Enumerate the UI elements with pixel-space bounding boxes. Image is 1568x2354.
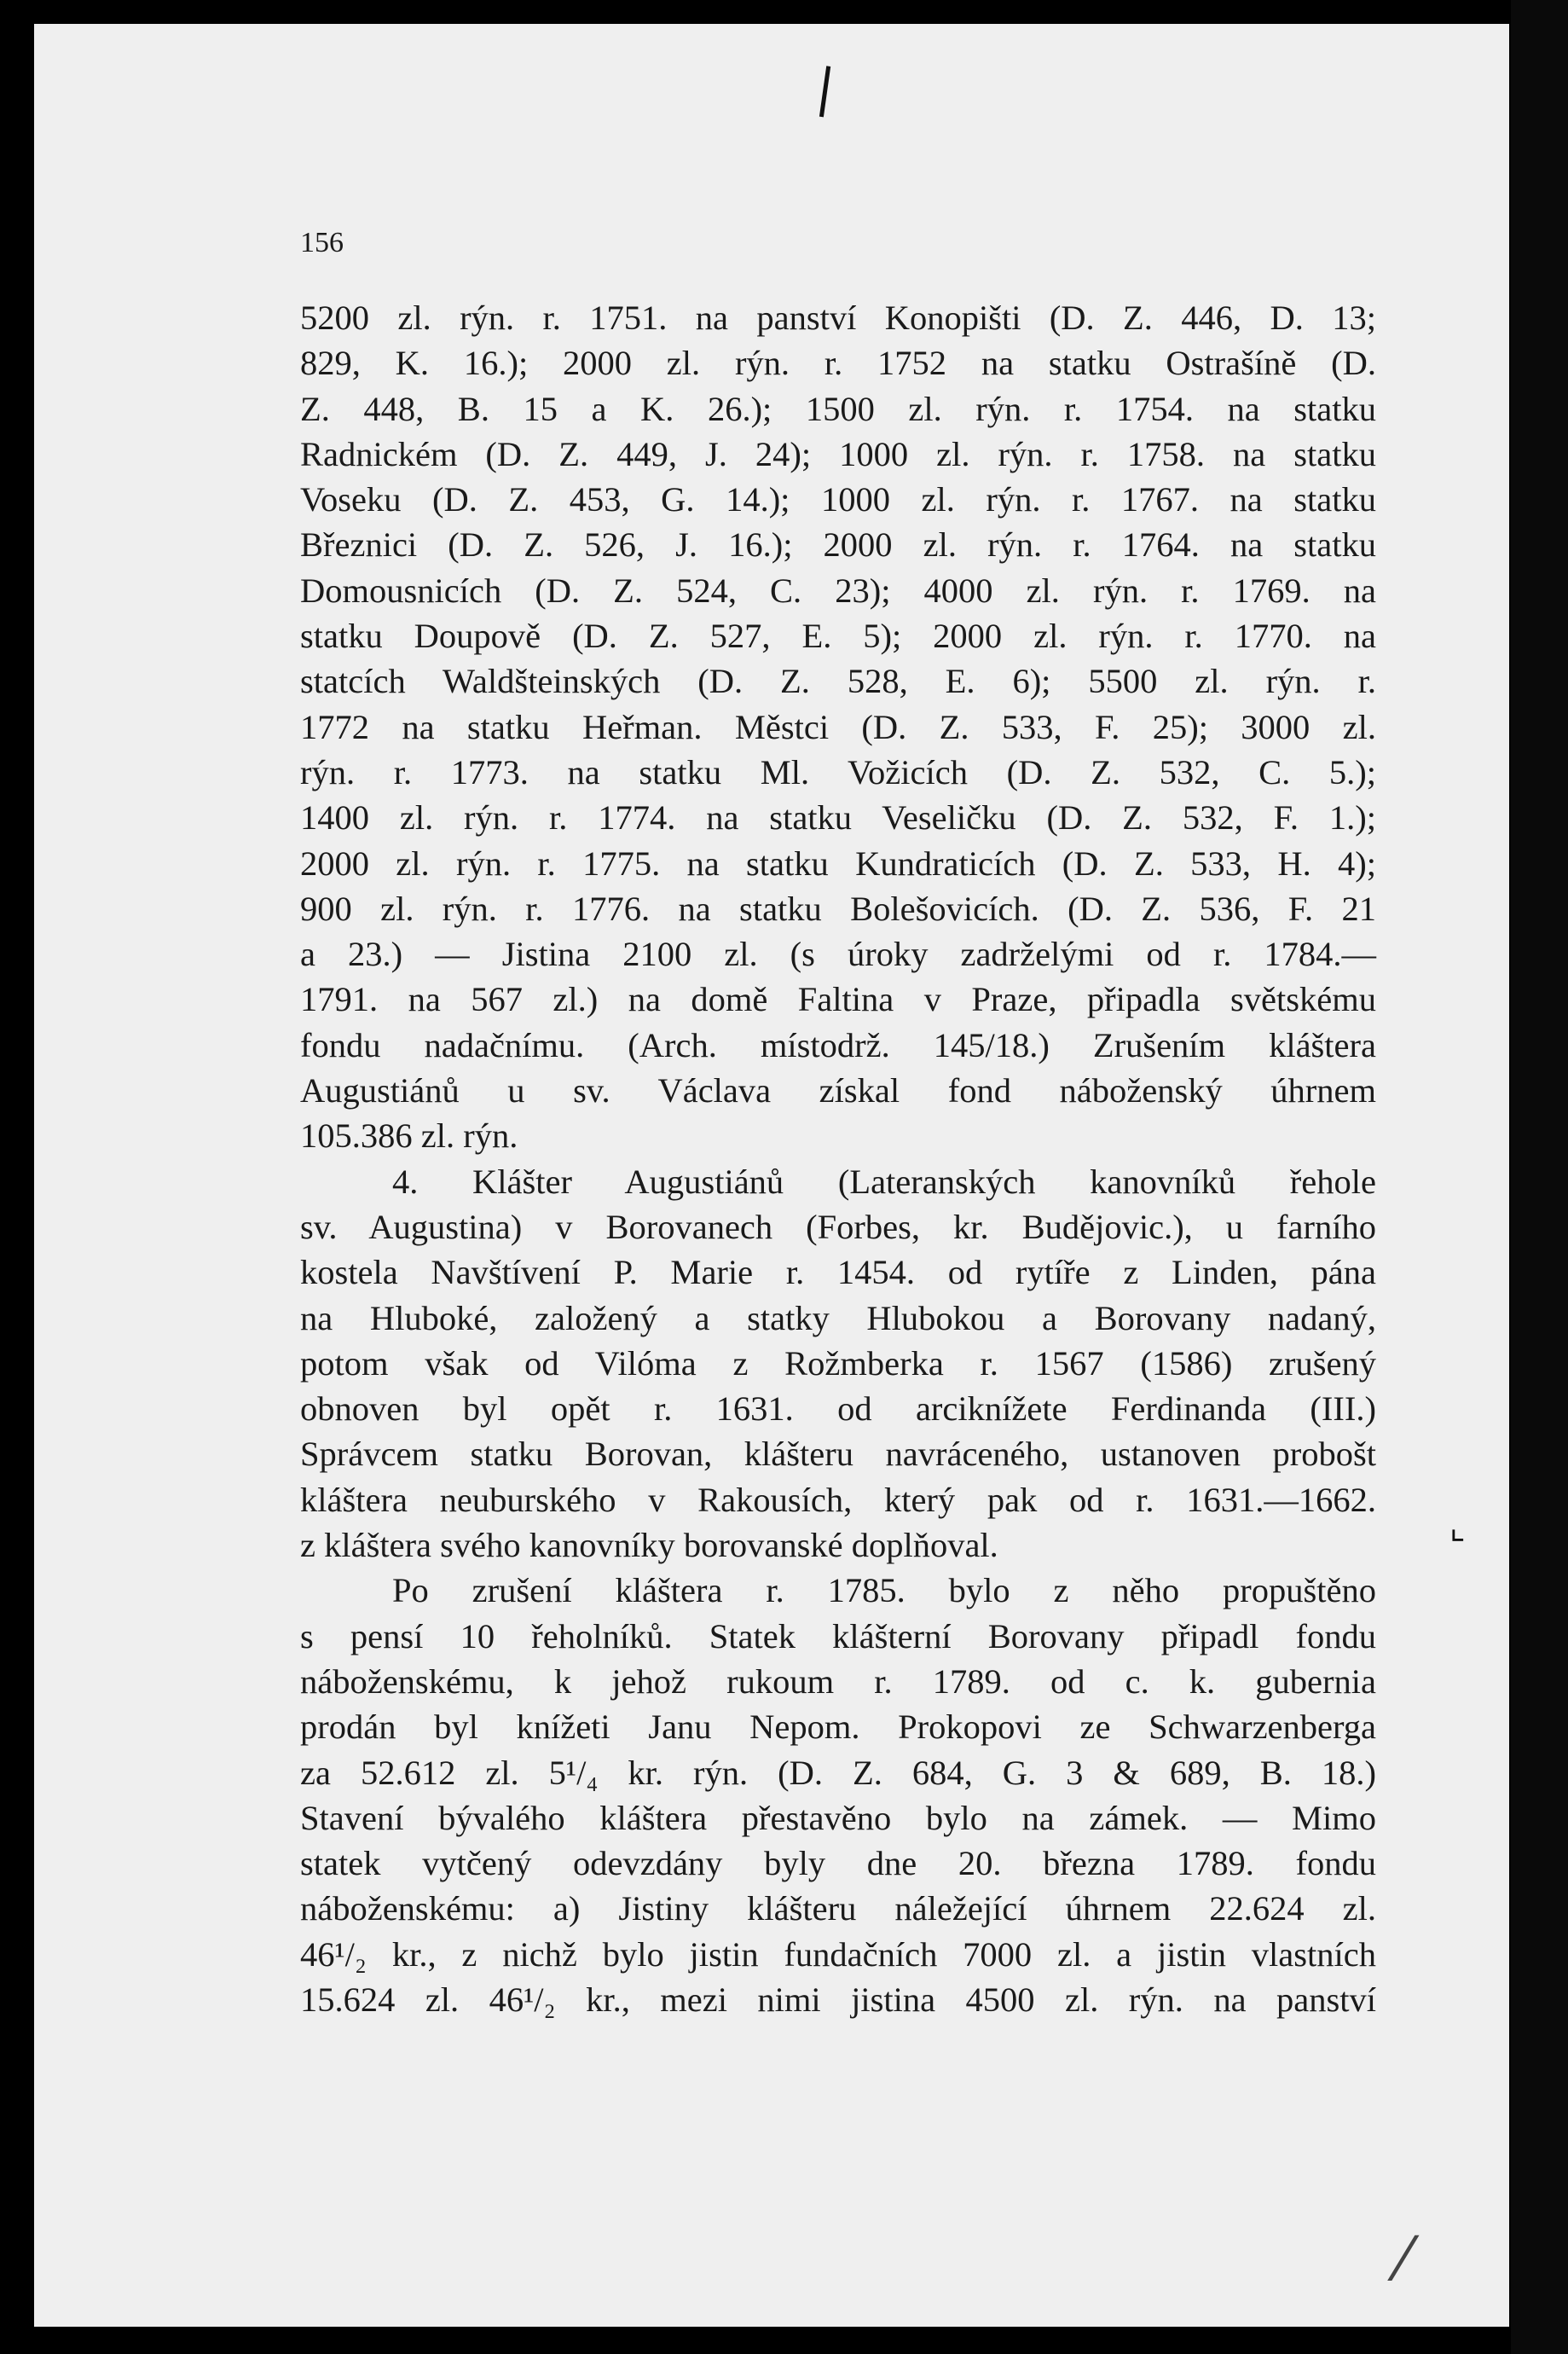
text-line: 1400 zl. rýn. r. 1774. na statku Veseličku (D. Z. 532, F. 1.); bbox=[300, 798, 1376, 838]
text-line: 4. Klášter Augustiánů (Lateranských kanovníků řehole bbox=[392, 1162, 1376, 1201]
ink-mark-bottom: ⁄ bbox=[1398, 2224, 1409, 2294]
text-line: statek vytčený odevzdány byly dne 20. března 1789. fondu bbox=[300, 1844, 1376, 1883]
text-line: rýn. r. 1773. na statku Ml. Vožicích (D. Z. 532, C. 5.); bbox=[300, 752, 1376, 791]
text-line: kláštera neuburského v Rakousích, který pak od r. 1631.—1662. bbox=[300, 1480, 1376, 1519]
text-line: fondu nadačnímu. (Arch. místodrž. 145/18.) Zrušením kláštera bbox=[300, 1025, 1376, 1064]
text-line: Voseku (D. Z. 453, G. 14.); 1000 zl. rýn. r. 1767. na statku bbox=[300, 480, 1376, 519]
scanned-page bbox=[34, 24, 1509, 2327]
ink-mark-top: ❘ bbox=[800, 55, 851, 121]
text-line: Správcem statku Borovan, klášteru navráceného, ustanoven probošt bbox=[300, 1435, 1376, 1474]
text-line: Stavení bývalého kláštera přestavěno bylo na zámek. — Mimo bbox=[300, 1798, 1376, 1837]
scan-border bbox=[1511, 0, 1568, 2354]
text-line: 46¹/₂ kr., z nichž bylo jistin fundačních 7000 zl. a jistin vlastních bbox=[300, 1934, 1376, 1974]
text-line: Po zrušení kláštera r. 1785. bylo z něho propuštěno bbox=[392, 1571, 1376, 1610]
text-line: Domousnicích (D. Z. 524, C. 23); 4000 zl. rýn. r. 1769. na bbox=[300, 571, 1376, 610]
text-line: s pensí 10 řeholníků. Statek klášterní Borovany připadl fondu bbox=[300, 1616, 1376, 1655]
text-line: 1772 na statku Heřman. Městci (D. Z. 533, F. 25); 3000 zl. bbox=[300, 707, 1376, 746]
text-line: 15.624 zl. 46¹/₂ kr., mezi nimi jistina 4500 zl. rýn. na panství bbox=[300, 1980, 1376, 2019]
page-number: 156 bbox=[300, 227, 344, 258]
text-line: 829, K. 16.); 2000 zl. rýn. r. 1752 na statku Ostrašíně (D. bbox=[300, 344, 1376, 383]
text-line: Z. 448, B. 15 a K. 26.); 1500 zl. rýn. r. 1754. na statku bbox=[300, 389, 1376, 428]
text-line: sv. Augustina) v Borovanech (Forbes, kr. Budějovic.), u farního bbox=[300, 1207, 1376, 1246]
body-text bbox=[300, 295, 1376, 2022]
text-line: potom však od Vilóma z Rožmberka r. 1567 (1586) zrušený bbox=[300, 1343, 1376, 1383]
text-line: kostela Navštívení P. Marie r. 1454. od rytíře z Linden, pána bbox=[300, 1253, 1376, 1292]
text-line: z kláštera svého kanovníky borovanské doplňoval. bbox=[300, 1526, 998, 1565]
text-line: náboženskému: a) Jistiny klášteru náležející úhrnem 22.624 zl. bbox=[300, 1889, 1376, 1928]
text-line: Březnici (D. Z. 526, J. 16.); 2000 zl. rýn. r. 1764. na statku bbox=[300, 525, 1376, 565]
text-line: a 23.) — Jistina 2100 zl. (s úroky zadrželými od r. 1784.— bbox=[300, 935, 1376, 974]
text-line: 900 zl. rýn. r. 1776. na statku Bolešovicích. (D. Z. 536, F. 21 bbox=[300, 889, 1376, 928]
text-line: náboženskému, k jehož rukoum r. 1789. od c. k. gubernia bbox=[300, 1661, 1376, 1701]
text-line: Radnickém (D. Z. 449, J. 24); 1000 zl. rýn. r. 1758. na statku bbox=[300, 434, 1376, 473]
text-line: Augustiánů u sv. Václava získal fond náboženský úhrnem bbox=[300, 1071, 1376, 1110]
text-line: prodán byl knížeti Janu Nepom. Prokopovi ze Schwarzenberga bbox=[300, 1708, 1376, 1747]
text-line: statku Doupově (D. Z. 527, E. 5); 2000 zl. rýn. r. 1770. na bbox=[300, 617, 1376, 656]
ink-mark-right: ⌞ bbox=[1449, 1508, 1466, 1547]
text-line: 2000 zl. rýn. r. 1775. na statku Kundraticích (D. Z. 533, H. 4); bbox=[300, 844, 1376, 883]
text-line: 5200 zl. rýn. r. 1751. na panství Konopišti (D. Z. 446, D. 13; bbox=[300, 299, 1376, 337]
text-line: na Hluboké, založený a statky Hlubokou a Borovany nadaný, bbox=[300, 1298, 1376, 1337]
text-line: obnoven byl opět r. 1631. od arciknížete Ferdinanda (III.) bbox=[300, 1389, 1376, 1429]
text-line: za 52.612 zl. 5¹/₄ kr. rýn. (D. Z. 684, G. 3 & 689, B. 18.) bbox=[300, 1753, 1376, 1792]
text-line: 1791. na 567 zl.) na domě Faltina v Praze, připadla světskému bbox=[300, 980, 1376, 1019]
text-line: statcích Waldšteinských (D. Z. 528, E. 6); 5500 zl. rýn. r. bbox=[300, 662, 1376, 701]
text-line: 105.386 zl. rýn. bbox=[300, 1116, 518, 1156]
